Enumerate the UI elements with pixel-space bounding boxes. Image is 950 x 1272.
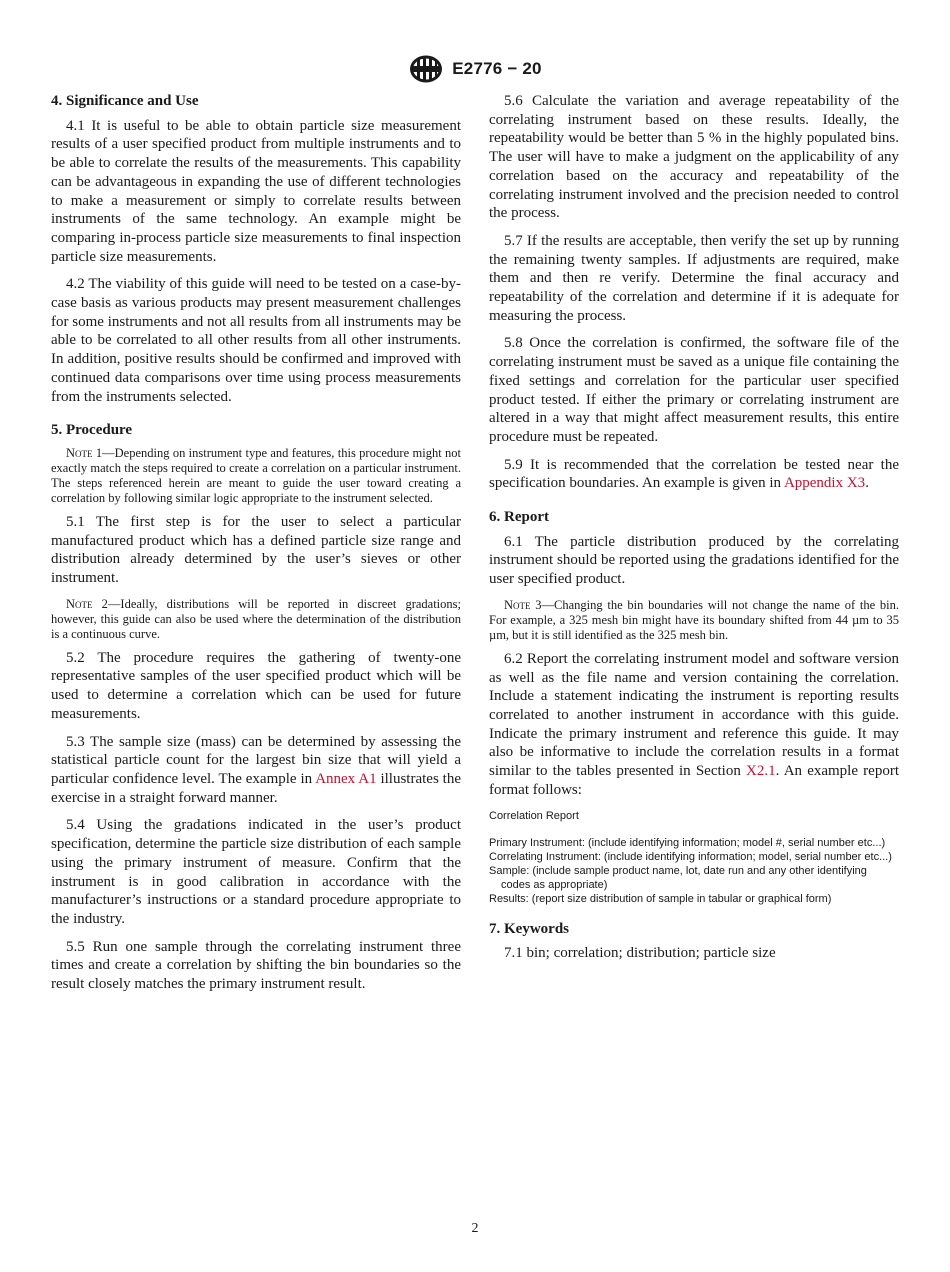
paragraph-5-9 — [489, 456, 899, 493]
note-1-text: —Depending on instrument type and features, this procedure might not exactly match the steps required to create a correlation on a particular instrument. The steps referenced herein are meant to guide the user toward creating a correlation by following similar logic appropriate to the instrument selected. — [51, 445, 461, 505]
paragraph-5-4: 5.4 Using the gradations indicated in the user’s product specification, determine the particle size distribution of each sample using the primary instrument of measure. Confirm that the instrument is in good calibration in accordance with the manufacturer’s instructions or a standard procedure appropriate to the industry. — [51, 817, 461, 927]
paragraph-5-3-text-end: illustrates the exercise in a straight forward manner. — [51, 770, 462, 806]
section-7-heading: 7. Keywords — [489, 920, 569, 937]
paragraph-5-2: 5.2 The procedure requires the gathering of twenty-one representative samples of the user specified product which will be used to determine a correlation which can be used for future measurements. — [51, 649, 461, 722]
paragraph-4-1: 4.1 It is useful to be able to obtain particle size measurement results of a user specified product from multiple instruments and to be able to correlate the results of the measurements. This capability can be advantageous in expanding the use of different technologies to make a measurement or simply to correlate results between instruments of the same technology. An example might be comparing in-process particle size measurements to final inspection particle size measurements. — [51, 117, 461, 265]
note-1 — [51, 446, 461, 506]
note-2 — [51, 597, 461, 642]
paragraph-6-2-text: 6.2 Report the correlating instrument model and software version as well as the file name and version containing the correlation. Include a statement indicating the instrument is reporting results correlated to another instrument in accordance with this guide. Indicate the primary instrument and reference this guide. It may also be informative to include the correlation results in a format similar to the tables presented in Section — [489, 650, 899, 780]
report-line-sample: Sample: (include sample product name, lot, date run and any other identifying codes as appropriate) — [489, 864, 867, 891]
paragraph-5-9-text-end: . — [865, 475, 869, 492]
report-line-primary: Primary Instrument: (include identifying information; model #, serial number etc...) — [489, 836, 886, 849]
annex-a1-link[interactable]: Annex A1 — [315, 770, 377, 787]
paragraph-5-8: 5.8 Once the correlation is confirmed, the software file of the correlating instrument must be saved as a unique file containing the fixed settings and correlation for the particular user specified product tested. If either the primary or correlating instrument are altered in a way that might affect measurement results, this entire procedure must be repeated. — [489, 335, 899, 445]
appendix-x3-link[interactable]: Appendix X3 — [783, 475, 866, 492]
paragraph-5-9-text: 5.9 It is recommended that the correlation be tested near the specification boundaries. An example is given in — [489, 456, 899, 492]
astm-logo-icon — [408, 54, 444, 84]
report-line-results: Results: (report size distribution of sample in tabular or graphical form) — [489, 892, 832, 905]
note-2-text: —Ideally, distributions will be reported in discreet gradations; however, this guide can also be used where the determination of the distribution is a continuous curve. — [51, 596, 461, 641]
note-3 — [489, 598, 899, 643]
report-line-correlating: Correlating Instrument: (include identifying information; model, serial number etc...) — [489, 850, 892, 863]
note-1-label: Note 1 — [66, 445, 103, 460]
paragraph-6-1: 6.1 The particle distribution produced by the correlating instrument should be reported using the gradations identified for the user specified product. — [489, 533, 899, 588]
paragraph-6-2-text-end: . An example report format follows: — [489, 763, 899, 798]
page-number: 2 — [471, 1221, 479, 1236]
paragraph-5-1: 5.1 The first step is for the user to select a particular manufactured product which has a defined particle size range and distribution already determined by the user’s sieves or other instrument. — [51, 513, 461, 587]
section-5-heading: 5. Procedure — [51, 422, 133, 439]
paragraph-5-3 — [51, 733, 461, 808]
paragraph-5-5: 5.5 Run one sample through the correlating instrument three times and create a correlation by shifting the bin boundaries so the result closely matches the primary instrument result. — [51, 938, 461, 993]
left-column — [51, 92, 461, 1003]
paragraph-4-2: 4.2 The viability of this guide will need to be tested on a case-by-case basis as various products may present measurement challenges for some instruments and not all results from all instruments may be able to be correlated to all other results from all other instruments. In addition, positive results should be confirmed and improved with continued data comparisons over time using process measurements from the instruments selected. — [51, 276, 461, 405]
report-title: Correlation Report — [489, 809, 579, 822]
section-4-heading: 4. Significance and Use — [51, 93, 199, 109]
report-format-example — [489, 809, 899, 906]
x2-1-link[interactable]: X2.1 — [746, 763, 776, 780]
paragraph-6-2 — [489, 650, 899, 800]
page-header — [0, 54, 950, 84]
paragraph-5-7: 5.7 If the results are acceptable, then verify the set up by running the remaining twenty samples. If adjustments are required, make them and then re verify. Determine the final accuracy and repeatability of the correlation and determine if it is adequate for measuring the process. — [489, 232, 899, 324]
paragraph-5-3-text: 5.3 The sample size (mass) can be determined by assessing the statistical particle count for the largest bin size that will yield a particular confidence level. The example in — [51, 733, 461, 787]
paragraph-5-6: 5.6 Calculate the variation and average repeatability of the correlating instrument based on these results. Ideally, the repeatability would be better than 5 % in the highly populated bins. The user will have to make a judgment on the applicability of any correlation based on the accuracy and repeatability of the correlating instrument involved and the precision needed to control the process. — [489, 93, 899, 222]
right-column — [489, 92, 899, 963]
paragraph-7-1: 7.1 bin; correlation; distribution; particle size — [504, 945, 776, 962]
note-3-label: Note 3 — [504, 597, 542, 612]
section-6-heading: 6. Report — [489, 509, 549, 526]
note-2-label: Note 2 — [66, 596, 108, 611]
document-id: E2776 − 20 — [452, 59, 542, 78]
note-3-text: —Changing the bin boundaries will not change the name of the bin. For example, a 325 mesh bin might have its boundary shifted from 44 µm to 35 µm, but it is still identified as the 325 mesh bin. — [489, 597, 899, 642]
